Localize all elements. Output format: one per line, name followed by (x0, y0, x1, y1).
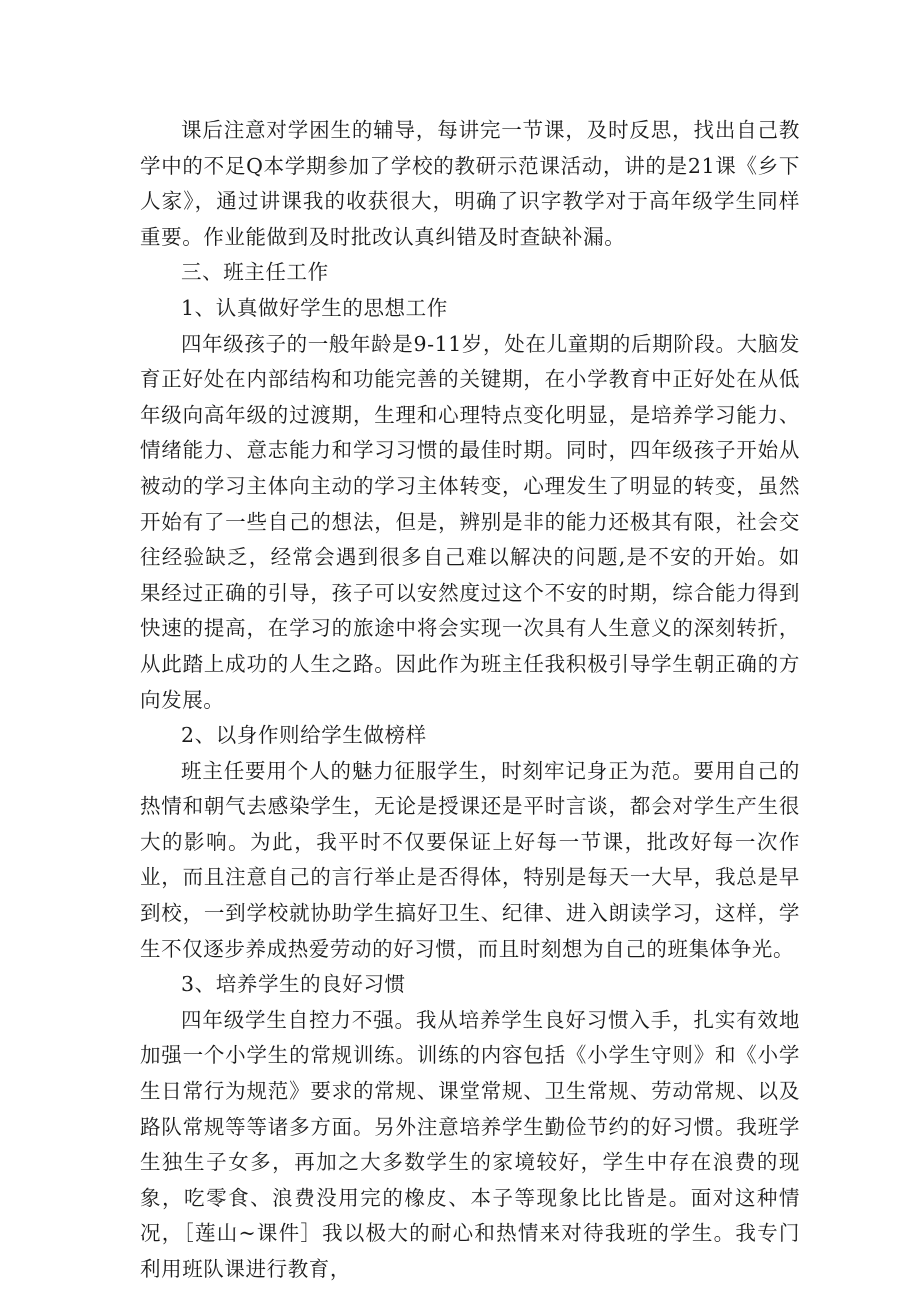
subheading-ideological-work: 1、认真做好学生的思想工作 (181, 295, 448, 320)
paragraph-teacher-charisma: 班主任要用个人的魅力征服学生，时刻牢记身正为范。要用自己的热情和朝气去感染学生，无论是授课还是平时言谈，都会对学生产生很大的影响。为此，我平时不仅要保证上好每一节课，批改好每一次作业，而且注意自己的言行举止是否得体，特别是每天一大早，我总是早到校，一到学校就协助学生搞好卫生、纪律、进入朗读学习，这样，学生不仅逐步养成热爱劳动的好习惯，而且时刻想为自己的班集体争光。 (140, 758, 800, 961)
section-heading-head-teacher-work: 三、班主任工作 (181, 260, 329, 285)
paragraph-lesson-reflection: 课后注意对学困生的辅导，每讲完一节课，及时反思，找出自己教学中的不足Q本学期参加了学校的教研示范课活动，讲的是21课《乡下人家》，通过讲课我的收获很大，明确了识字教学对于高年级学生同样重要。作业能做到及时批改认真纠错及时查缺补漏。 (140, 118, 800, 249)
paragraph-grade-four-development: 四年级孩子的一般年龄是9-11岁，处在儿童期的后期阶段。大脑发育正好处在内部结构和功能完善的关键期，在小学教育中正好处在从低年级向高年级的过渡期，生理和心理特点变化明显，是培养学习能力、情绪能力、意志能力和学习习惯的最佳时期。同时，四年级孩子开始从被动的学习主体向主动的学习主体转变，心理发生了明显的转变，虽然开始有了一些自己的想法，但是，辨别是非的能力还极其有限，社会交往经验缺乏，经常会遇到很多自己难以解决的问题,是不安的开始。如果经过正确的引导，孩子可以安然度过这个不安的时期，综合能力得到快速的提高，在学习的旅途中将会实现一次具有人生意义的深刻转折，从此踏上成功的人生之路。因此作为班主任我积极引导学生朝正确的方向发展。 (140, 331, 800, 712)
subheading-lead-by-example: 2、以身作则给学生做榜样 (181, 723, 427, 748)
paragraph-habit-training: 四年级学生自控力不强。我从培养学生良好习惯入手，扎实有效地加强一个小学生的常规训练。训练的内容包括《小学生守则》和《小学生日常行为规范》要求的常规、课堂常规、卫生常规、劳动常规、以及路队常规等等诸多方面。另外注意培养学生勤俭节约的好习惯。我班学生独生子女多，再加之大多数学生的家境较好，学生中存在浪费的现象，吃零食、浪费没用完的橡皮、本子等现象比比皆是。面对这种情况，［莲山~课件］我以极大的耐心和热情来对待我班的学生。我专门利用班队课进行教育， (140, 1007, 800, 1281)
subheading-good-habits: 3、培养学生的良好习惯 (181, 972, 406, 997)
document-body (140, 113, 800, 1288)
